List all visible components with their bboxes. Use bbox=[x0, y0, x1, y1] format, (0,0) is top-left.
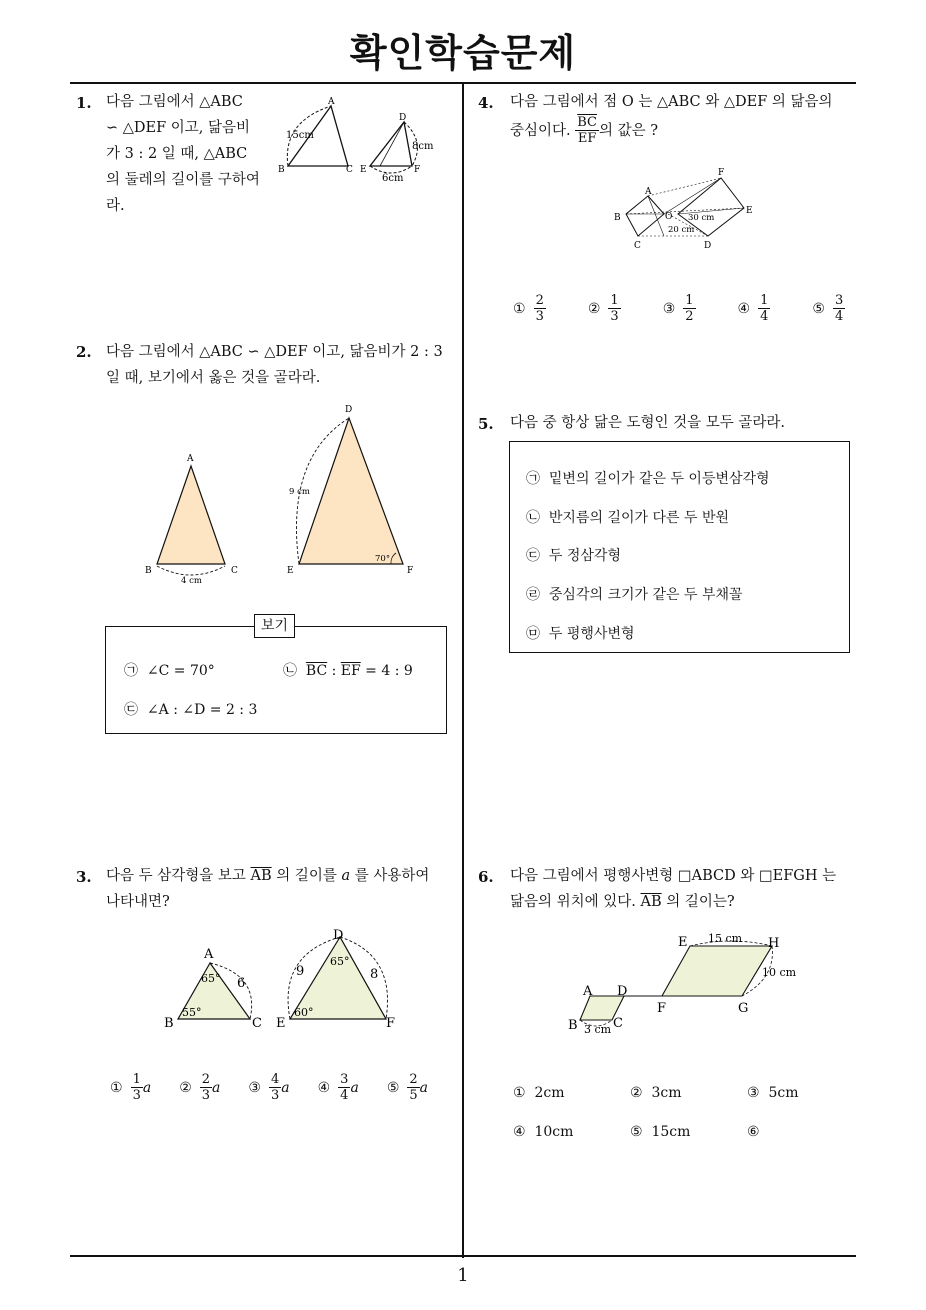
q3-label-c: C bbox=[252, 1016, 262, 1031]
q3-line1 bbox=[106, 863, 458, 889]
q6-label-h: H bbox=[768, 936, 780, 951]
q1-line: 라. bbox=[106, 198, 125, 214]
q4-choice-mark: ③ bbox=[662, 300, 676, 317]
q1-label-d: D bbox=[399, 113, 407, 123]
q1-label-ab: 15cm bbox=[286, 130, 314, 141]
q3-label-ac: 6 bbox=[237, 976, 246, 991]
q2-label-f: F bbox=[407, 566, 414, 576]
q3-label-f: F bbox=[386, 1016, 396, 1031]
q3-label-a: A bbox=[204, 947, 214, 962]
q6-choice-text: 2cm bbox=[534, 1085, 565, 1101]
q4-text bbox=[510, 89, 860, 146]
q3-choice[interactable] bbox=[110, 1072, 151, 1103]
q5-option-mark: ㉡ bbox=[526, 510, 540, 526]
q4-choice-mark: ② bbox=[587, 300, 601, 317]
q2-bogi-item[interactable] bbox=[124, 660, 215, 680]
q6-text bbox=[510, 863, 860, 915]
q4-den: 4 bbox=[834, 309, 844, 324]
q3-var: a bbox=[142, 1079, 152, 1096]
q5-option-text: 중심각의 크기가 같은 두 부채꼴 bbox=[548, 587, 743, 603]
q6-label-d: D bbox=[617, 984, 628, 999]
q2-label-angf: 70° bbox=[375, 554, 391, 564]
q2-bogi-item[interactable] bbox=[124, 699, 257, 719]
q4-choice[interactable] bbox=[812, 293, 845, 324]
q3-number: 3. bbox=[76, 868, 92, 886]
q4-number: 4. bbox=[478, 94, 494, 112]
q2-item-mark: ㉢ bbox=[124, 702, 138, 718]
q4-figure bbox=[608, 162, 768, 254]
q2-item-mid: : bbox=[327, 663, 341, 679]
q4-label-f: F bbox=[718, 168, 725, 178]
q6-label-bc: 3 cm bbox=[584, 1023, 612, 1036]
q4-fraction bbox=[758, 293, 770, 324]
q2-label-e: E bbox=[287, 566, 294, 576]
q6-choice-mark: ④ bbox=[513, 1124, 526, 1140]
q3-fraction bbox=[269, 1072, 281, 1103]
q3-num: 1 bbox=[132, 1072, 141, 1087]
q1-label-e: E bbox=[360, 165, 367, 175]
q3-label-de: 9 bbox=[296, 964, 305, 979]
q3-num: 2 bbox=[409, 1072, 418, 1087]
q6-label-b: B bbox=[568, 1018, 578, 1033]
q3-choice-mark: ③ bbox=[248, 1079, 261, 1096]
page-title: 확인학습문제 bbox=[349, 31, 577, 75]
q4-line2 bbox=[510, 115, 860, 146]
q4-fraction bbox=[683, 293, 695, 324]
q3-den: 3 bbox=[201, 1088, 211, 1103]
q4-num: 1 bbox=[760, 293, 769, 308]
q3-choice-mark: ② bbox=[179, 1079, 192, 1096]
q5-option[interactable] bbox=[526, 623, 635, 643]
q4-label-a: A bbox=[645, 187, 652, 197]
q6-choice[interactable] bbox=[513, 1124, 573, 1140]
q3-label-a65: 65° bbox=[201, 972, 221, 985]
q3-line1-seg: $\overline{AB}$ bbox=[250, 868, 272, 884]
q4-choice[interactable] bbox=[513, 293, 546, 324]
q2-label-a: A bbox=[187, 454, 194, 464]
q1-line: 의 둘레의 길이를 구하여 bbox=[106, 172, 260, 188]
q6-choice[interactable] bbox=[630, 1124, 690, 1140]
q5-option[interactable] bbox=[526, 507, 729, 527]
q4-den: 4 bbox=[760, 309, 769, 324]
q5-option[interactable] bbox=[526, 468, 770, 488]
q4-label-d: D bbox=[704, 241, 712, 251]
q6-choice-text: 15cm bbox=[651, 1124, 691, 1140]
q6-choice-mark: ⑤ bbox=[630, 1124, 643, 1140]
q5-option-text: 반지름의 길이가 다른 두 반원 bbox=[548, 510, 729, 526]
q6-label-g: G bbox=[738, 1001, 749, 1016]
bottom-rule bbox=[70, 1255, 856, 1257]
q3-den: 4 bbox=[340, 1088, 349, 1103]
q4-num: 2 bbox=[535, 293, 544, 308]
q3-num: 3 bbox=[340, 1072, 349, 1087]
q4-den: 3 bbox=[535, 309, 544, 324]
q4-line2-pre: 중심이다. bbox=[510, 122, 571, 139]
q3-var: a bbox=[212, 1079, 221, 1096]
q3-label-d: D bbox=[333, 928, 344, 943]
q6-choice[interactable] bbox=[513, 1085, 565, 1101]
q3-label-d65: 65° bbox=[330, 955, 350, 968]
q6-choice[interactable] bbox=[630, 1085, 682, 1101]
q5-option-mark: ㉠ bbox=[526, 471, 540, 487]
q6-number: 6. bbox=[478, 868, 494, 886]
q6-line2-pre: 닮음의 위치에 있다. bbox=[510, 894, 641, 910]
q1-number: 1. bbox=[76, 94, 92, 112]
q2-number: 2. bbox=[76, 343, 92, 361]
q3-line1-post: 를 사용하여 bbox=[350, 868, 430, 884]
q3-label-e60: 60° bbox=[294, 1006, 314, 1019]
q2-item-seg2: $\overline{EF}$ bbox=[340, 663, 361, 679]
q4-choice-mark: ⑤ bbox=[812, 300, 825, 317]
q3-choice-mark: ④ bbox=[317, 1079, 331, 1096]
q3-line1-mid: 의 길이를 bbox=[271, 868, 342, 884]
q6-choice[interactable] bbox=[747, 1124, 764, 1140]
q2-bogi-item[interactable] bbox=[283, 660, 413, 680]
q3-line1-pre: 다음 두 삼각형을 보고 bbox=[106, 868, 251, 884]
q3-choice-mark: ⑤ bbox=[386, 1079, 400, 1096]
q5-option-mark: ㉢ bbox=[526, 548, 540, 564]
q6-label-e: E bbox=[678, 935, 688, 950]
q6-choice-text: 5cm bbox=[768, 1085, 799, 1101]
q4-choice-mark: ④ bbox=[737, 300, 751, 317]
q4-fraction bbox=[833, 293, 845, 324]
q5-option-mark: ㉤ bbox=[526, 626, 540, 642]
q4-label-e: E bbox=[746, 206, 753, 216]
q5-option-text: 두 정삼각형 bbox=[548, 548, 621, 564]
q4-choice[interactable] bbox=[588, 293, 621, 324]
q6-line1: 다음 그림에서 평행사변형 □ABCD 와 □EFGH 는 bbox=[510, 868, 837, 884]
q6-label-f: F bbox=[657, 1001, 667, 1016]
q4-label-b: B bbox=[614, 213, 621, 223]
q3-choice-mark: ① bbox=[110, 1079, 123, 1096]
q1-label-f: F bbox=[414, 165, 421, 175]
center-divider bbox=[462, 82, 464, 1258]
q4-frac-den: EF bbox=[577, 131, 597, 146]
q2-line: 다음 그림에서 △ABC ∽ △DEF 이고, 닮음비가 2 : 3 bbox=[106, 344, 443, 360]
q3-var: a bbox=[419, 1079, 429, 1096]
q1-label-a: A bbox=[328, 97, 335, 107]
q4-den: 3 bbox=[610, 309, 619, 324]
q6-label-c: C bbox=[613, 1016, 623, 1031]
q3-text bbox=[106, 863, 458, 915]
q5-option-text: 두 평행사변형 bbox=[548, 626, 635, 642]
q2-label-de: 9 cm bbox=[289, 487, 310, 497]
q4-choice[interactable] bbox=[663, 293, 696, 324]
q6-choice-mark: ② bbox=[630, 1085, 643, 1101]
q3-den: 3 bbox=[270, 1088, 280, 1103]
q2-item-mark: ㉠ bbox=[124, 663, 138, 679]
page-number: 1 bbox=[457, 1265, 469, 1286]
q3-choice[interactable] bbox=[318, 1072, 359, 1103]
q2-label-bc: 4 cm bbox=[181, 576, 202, 586]
q6-choice-mark: ③ bbox=[747, 1085, 760, 1101]
q4-line1: 다음 그림에서 점 O 는 △ABC 와 △DEF 의 닮음의 bbox=[510, 94, 833, 110]
q6-choice-text: 3cm bbox=[651, 1085, 682, 1101]
q4-choice[interactable] bbox=[738, 293, 771, 324]
q2-item-tail: = 4 : 9 bbox=[360, 663, 413, 679]
q4-num: 3 bbox=[834, 293, 844, 308]
q1-label-c: C bbox=[346, 165, 353, 175]
q4-choices bbox=[513, 293, 845, 324]
q6-choice-mark: ⑥ bbox=[747, 1124, 760, 1140]
q4-choice-mark: ① bbox=[513, 300, 526, 317]
q3-label-df: 8 bbox=[370, 967, 379, 982]
q3-num: 2 bbox=[201, 1072, 211, 1087]
q3-line1-var: a bbox=[341, 868, 351, 884]
q4-fraction bbox=[534, 293, 546, 324]
q4-label-od: 20 cm bbox=[668, 225, 695, 235]
q6-choice-text: 10cm bbox=[534, 1124, 574, 1140]
q3-line2: 나타내면? bbox=[106, 894, 170, 910]
q3-num: 4 bbox=[270, 1072, 280, 1087]
q2-item-seg1: $\overline{BC}$ bbox=[305, 663, 328, 679]
q1-label-b: B bbox=[278, 165, 285, 175]
q1-line: 다음 그림에서 △ABC bbox=[106, 94, 243, 110]
q6-line2-seg: $\overline{AB}$ bbox=[640, 894, 662, 910]
q1-label-ef: 6cm bbox=[382, 173, 404, 184]
q5-option[interactable] bbox=[526, 584, 743, 604]
q5-text: 다음 중 항상 닮은 도형인 것을 모두 골라라. bbox=[510, 415, 785, 431]
q1-line: ∽ △DEF 이고, 닮음비 bbox=[106, 120, 251, 136]
q6-choice[interactable] bbox=[747, 1085, 799, 1101]
q3-fraction bbox=[200, 1072, 212, 1103]
q3-choice[interactable] bbox=[248, 1072, 289, 1103]
q4-line2-post: 의 값은 ? bbox=[599, 122, 659, 139]
q4-num: 1 bbox=[610, 293, 619, 308]
q6-line2-post: 의 길이는? bbox=[661, 894, 735, 910]
q3-figure bbox=[160, 925, 405, 1035]
q4-label-o: O bbox=[665, 212, 673, 222]
q3-choice[interactable] bbox=[179, 1072, 220, 1103]
q3-den: 3 bbox=[132, 1088, 141, 1103]
q2-label-d: D bbox=[345, 405, 353, 415]
q2-label-b: B bbox=[145, 566, 152, 576]
q3-fraction bbox=[131, 1072, 143, 1103]
q2-item-text: ∠C = 70° bbox=[146, 663, 215, 679]
q4-den: 2 bbox=[685, 309, 694, 324]
q4-fraction bbox=[608, 293, 620, 324]
q6-label-hg: 10 cm bbox=[762, 966, 797, 979]
q2-line: 일 때, 보기에서 옳은 것을 골라라. bbox=[106, 370, 321, 386]
q3-fraction bbox=[407, 1072, 419, 1103]
q2-bogi-label: 보기 bbox=[254, 614, 295, 638]
q1-figure bbox=[276, 92, 446, 184]
q5-option[interactable] bbox=[526, 545, 621, 565]
q5-option-text: 밑변의 길이가 같은 두 이등변삼각형 bbox=[548, 471, 770, 487]
q3-var: a bbox=[350, 1079, 359, 1096]
q5-option-mark: ㉣ bbox=[526, 587, 540, 603]
q2-text bbox=[106, 339, 458, 391]
q3-choices bbox=[110, 1072, 456, 1103]
q3-fraction bbox=[338, 1072, 350, 1103]
q6-figure bbox=[566, 928, 806, 1040]
q1-label-df: 8cm bbox=[412, 141, 434, 152]
q3-label-b55: 55° bbox=[182, 1006, 202, 1019]
q6-choice-mark: ① bbox=[513, 1085, 526, 1101]
q3-label-e: E bbox=[276, 1016, 286, 1031]
q2-item-text: ∠A : ∠D = 2 : 3 bbox=[146, 702, 258, 718]
q6-line2 bbox=[510, 889, 860, 915]
q3-var: a bbox=[281, 1079, 290, 1096]
q6-label-eh: 15 cm bbox=[708, 932, 743, 945]
q6-label-a: A bbox=[583, 984, 593, 999]
q1-text bbox=[106, 89, 271, 219]
q4-label-c: C bbox=[634, 241, 641, 251]
q4-fraction bbox=[575, 115, 599, 146]
q3-label-b: B bbox=[164, 1016, 174, 1031]
q4-label-oe: 30 cm bbox=[688, 213, 715, 223]
q2-figure bbox=[135, 398, 435, 588]
q2-item-mark: ㉡ bbox=[283, 663, 297, 679]
q3-den: 5 bbox=[409, 1088, 418, 1103]
q2-label-c: C bbox=[231, 566, 238, 576]
q5-number: 5. bbox=[478, 415, 494, 433]
q4-num: 1 bbox=[685, 293, 694, 308]
q4-frac-num: $\overline{BC}$ bbox=[577, 115, 597, 130]
q1-line: 가 3 : 2 일 때, △ABC bbox=[106, 146, 248, 162]
q3-choice[interactable] bbox=[387, 1072, 428, 1103]
